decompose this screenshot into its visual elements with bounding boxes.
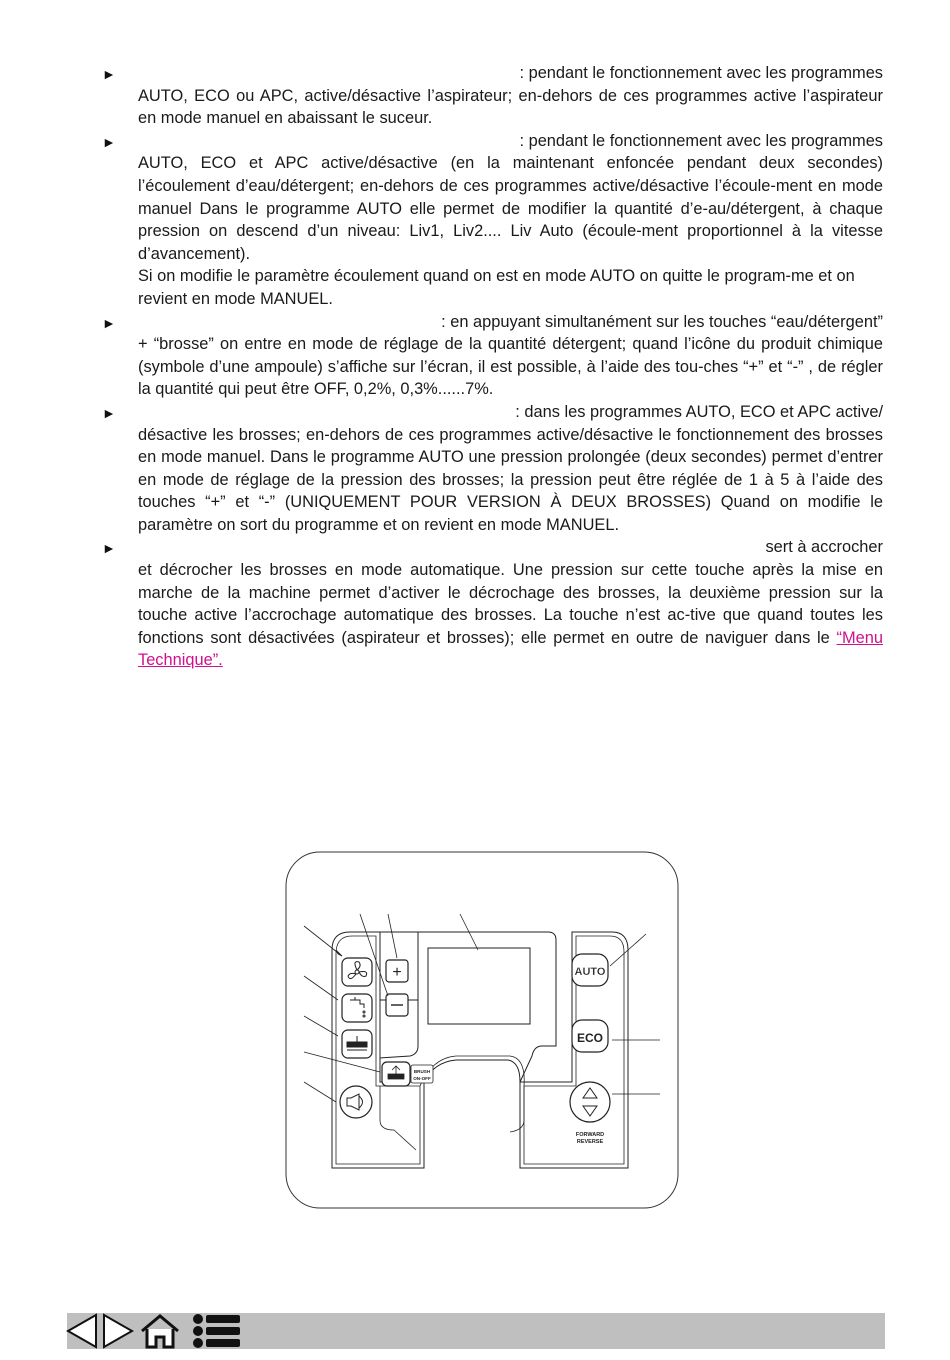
instruction-list <box>0 60 950 672</box>
control-panel-diagram <box>284 850 680 1210</box>
bullet-icon: ► <box>102 404 116 421</box>
item-first-line: : en appuyant simultanément sur les touches “eau/détergent” <box>441 312 883 331</box>
menu-list-icon[interactable] <box>193 1314 240 1348</box>
item-body-note: Si on modifie le paramètre écoulement quand on est en mode AUTO on quitte le program-me et on revient en mode MANUEL. <box>138 267 855 308</box>
item-first-line: : dans les programmes AUTO, ECO et APC active/ <box>515 402 883 421</box>
water-detergent-button[interactable] <box>342 994 372 1022</box>
item-first-line: : pendant le fonctionnement avec les programmes <box>519 131 883 150</box>
list-item <box>102 62 883 130</box>
list-item <box>102 130 883 311</box>
menu-technique-link[interactable]: “Menu Technique”. <box>138 628 883 670</box>
bullet-icon: ► <box>102 540 116 557</box>
bullet-icon: ► <box>102 133 116 150</box>
list-item <box>102 536 883 672</box>
eco-label: ECO <box>576 1031 604 1045</box>
item-body: + “brosse” on entre en mode de réglage de la quantité détergent; quand l’icône du produit chimique (symbole d’une ampoule) s’affiche sur l’écran, il est possible, à l’aide des tou-ches “+” et “-” , de régler la quantité qui peut être OFF, 0,2%, 0,3%......7%. <box>138 335 883 399</box>
home-icon[interactable] <box>142 1316 178 1347</box>
auto-label: AUTO <box>574 966 606 978</box>
next-arrow-icon[interactable] <box>104 1315 132 1347</box>
brush-off-label: ON-OFF <box>413 1076 431 1081</box>
item-body <box>138 559 883 672</box>
footer-nav <box>66 1313 246 1349</box>
list-item <box>102 311 883 401</box>
brush-on-label: BRUSH <box>413 1069 431 1074</box>
item-body: désactive les brosses; en-dehors de ces programmes active/désactive le fonctionnement des brosses en mode manuel. Dans le programme AUTO une pression prolongée (deux secondes) permet d’entrer en mode de réglage de la pression des brosses; la pression peut être réglée de 1 à 5 à l’aide des touches “+” et “-” (UNIQUEMENT POUR VERSION À DEUX BROSSES) Quand on modifie le paramètre on sort du programme et on revient en mode MANUEL. <box>138 425 883 534</box>
svg-text:+: + <box>392 964 402 981</box>
display-screen <box>428 948 530 1024</box>
list-item <box>102 401 883 537</box>
item-first-line: : pendant le fonctionnement avec les programmes <box>519 64 883 82</box>
prev-arrow-icon[interactable] <box>68 1315 96 1347</box>
horn-button[interactable] <box>340 1086 372 1118</box>
bullet-icon: ► <box>102 66 116 82</box>
vacuum-button[interactable] <box>342 958 372 986</box>
item-first-line: sert à accrocher <box>765 538 883 557</box>
forward-label: FORWARD <box>575 1132 605 1138</box>
reverse-label: REVERSE <box>576 1139 604 1145</box>
bullet-icon: ► <box>102 314 116 331</box>
item-body-text: et décrocher les brosses en mode automatique. Une pression sur cette touche après la mise en marche de la machine permet d’activer le décrochage des brosses, la deuxième pression sur la touche active l’accrochage automatique des brosses. La touche n’est ac-tive que quand toutes les fonctions sont désactivées (aspirateur et brosses); elle permet en outre de naviguer dans le <box>138 561 883 647</box>
item-body: AUTO, ECO et APC active/désactive (en la maintenant enfoncée pendant deux secondes) l’écoulement d’eau/détergent; en-dehors de ces programmes active/désactive l’écoule-ment en mode manuel Dans le programme AUTO elle permet de modifier la quantité d’e-au/détergent, à chaque pression on descend d’un niveau: Liv1, Liv2.... Liv Auto (écoule-ment proportionnel à la vitesse d’avancement). <box>138 154 883 263</box>
item-body: AUTO, ECO ou APC, active/désactive l’aspirateur; en-dehors de ces programmes active l’aspirateur en mode manuel en abaissant le suceur. <box>138 86 883 128</box>
